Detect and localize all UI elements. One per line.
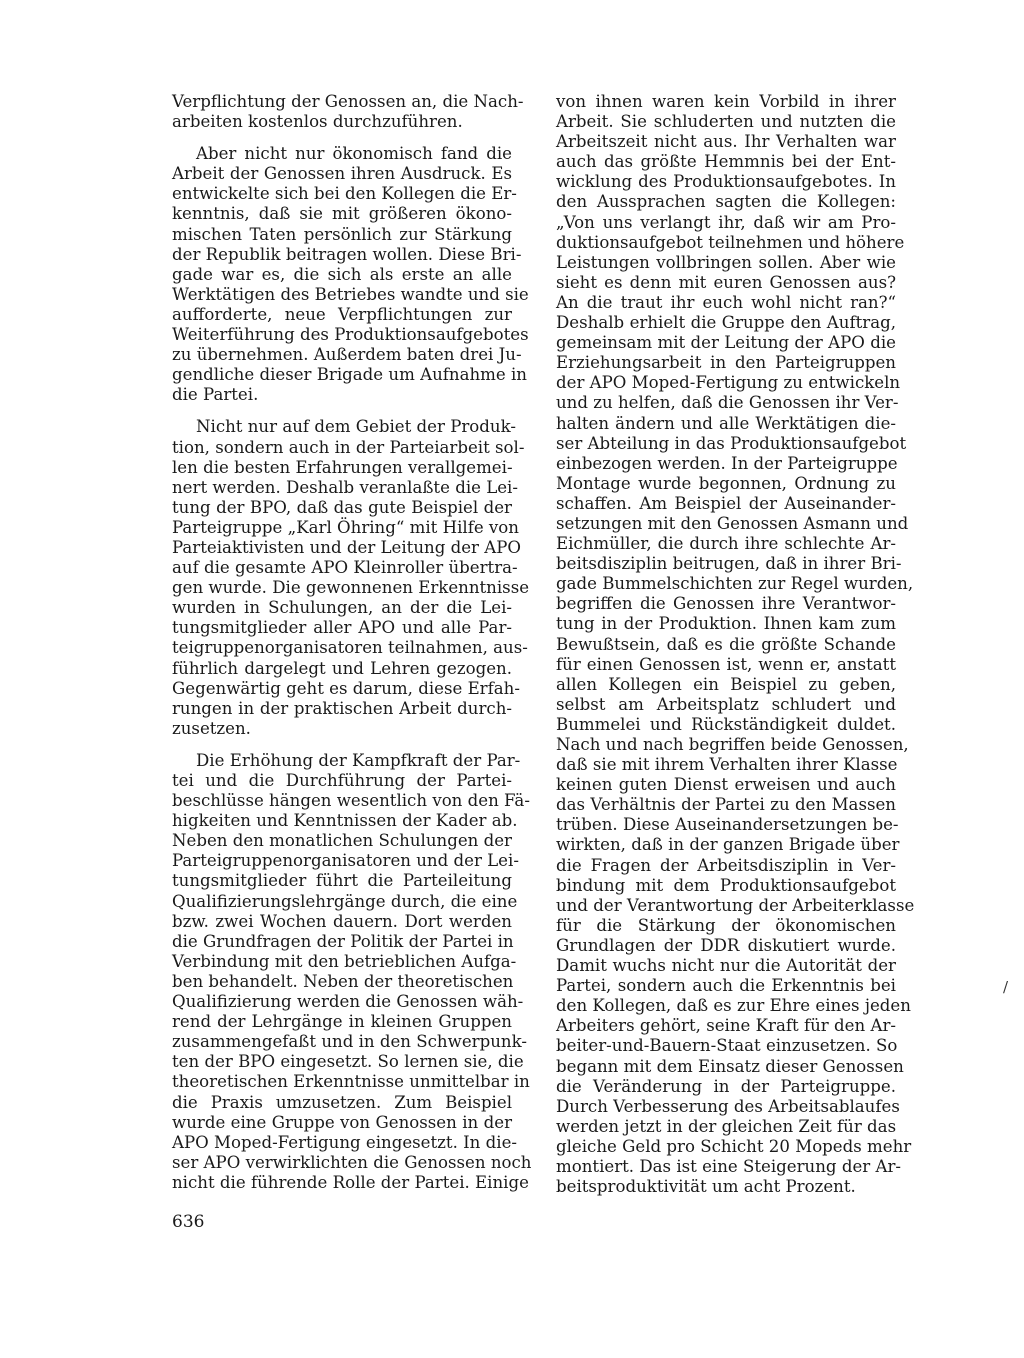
text-line: allen Kollegen ein Beispiel zu geben, bbox=[556, 674, 896, 694]
text-line: teigruppenorganisatoren teilnahmen, aus- bbox=[172, 638, 528, 658]
text-line: Nach und nach begriffen beide Genossen, bbox=[556, 735, 909, 754]
text-line: trüben. Diese Auseinandersetzungen be- bbox=[556, 815, 899, 835]
text-line: Grundlagen der DDR diskutiert wurde. bbox=[556, 935, 896, 955]
text-line: sieht es denn mit euren Genossen aus? bbox=[556, 272, 896, 292]
text-line: Arbeit der Genossen ihren Ausdruck. Es bbox=[172, 164, 512, 184]
text-line: einbezogen werden. In der Parteigruppe bbox=[556, 453, 898, 473]
text-line: zusetzen. bbox=[172, 718, 251, 738]
text-line: zu übernehmen. Außerdem baten drei Ju- bbox=[172, 345, 522, 365]
text-line: beiter-und-Bauern-Staat einzusetzen. So bbox=[556, 1036, 898, 1056]
text-line: wirkten, daß in der ganzen Brigade über bbox=[556, 835, 900, 855]
text-line: die Grundfragen der Politik der Partei in bbox=[172, 931, 514, 951]
text-line: bindung mit dem Produktionsaufgebot bbox=[556, 875, 896, 895]
text-line: beitsdisziplin beitrugen, daß in ihrer Bri- bbox=[556, 554, 902, 574]
text-line: werden jetzt in der gleichen Zeit für das bbox=[556, 1116, 897, 1136]
text-line: APO Moped-Fertigung eingesetzt. In die- bbox=[172, 1132, 518, 1152]
text-line: Montage wurde begonnen, Ordnung zu bbox=[556, 473, 896, 493]
text-line: rungen in der praktischen Arbeit durch- bbox=[172, 698, 512, 718]
text-line: Erziehungsarbeit in den Parteigruppen bbox=[556, 353, 896, 373]
text-line: auf die gesamte APO Kleinroller übertra- bbox=[172, 558, 518, 578]
text-line: tei und die Durchführung der Partei- bbox=[172, 771, 512, 790]
text-line: tungsmitglieder führt die Parteileitung bbox=[172, 871, 512, 891]
text-line: begann mit dem Einsatz dieser Genossen bbox=[556, 1056, 904, 1076]
text-line: tung der BPO, daß das gute Beispiel der bbox=[172, 497, 512, 517]
text-line: den Kollegen, daß es zur Ehre eines jeden bbox=[556, 996, 911, 1016]
text-line: die Praxis umzusetzen. Zum Beispiel bbox=[172, 1092, 512, 1112]
text-line: arbeiten kostenlos durchzuführen. bbox=[172, 112, 463, 132]
text-line: nicht die führende Rolle der Partei. Einige bbox=[172, 1172, 529, 1192]
text-line: führlich dargelegt und Lehren gezogen. bbox=[172, 658, 512, 678]
text-line: selbst am Arbeitsplatz schludert und bbox=[556, 694, 896, 714]
text-line: ser APO verwirklichten die Genossen noch bbox=[172, 1152, 532, 1172]
text-line: Verpflichtung der Genossen an, die Nach- bbox=[172, 92, 524, 111]
text-line: len die besten Erfahrungen verallgemei- bbox=[172, 457, 513, 477]
text-line: Aber nicht nur ökonomisch fand die bbox=[196, 144, 512, 164]
text-line: mischen Taten persönlich zur Stärkung bbox=[172, 224, 512, 244]
text-line: auch das größte Hemmnis bei der Ent- bbox=[556, 152, 896, 172]
text-line: daß sie mit ihrem Verhalten ihrer Klasse bbox=[556, 755, 898, 775]
text-line: wurden in Schulungen, an der die Lei- bbox=[172, 598, 512, 618]
paragraph-gap bbox=[172, 132, 512, 144]
text-line: ben behandelt. Neben der theoretischen bbox=[172, 971, 514, 991]
text-line: halten ändern und alle Werktätigen die- bbox=[556, 413, 896, 433]
text-line: Bummelei und Rückständigkeit duldet. bbox=[556, 714, 896, 734]
text-line: ten der BPO eingesetzt. So lernen sie, die bbox=[172, 1052, 524, 1072]
text-line: higkeiten und Kenntnissen der Kader ab. bbox=[172, 811, 518, 831]
text-line: theoretischen Erkenntnisse unmittelbar in bbox=[172, 1072, 530, 1092]
text-line: von ihnen waren kein Vorbild in ihrer bbox=[556, 92, 896, 111]
text-line: für einen Genossen ist, wenn er, anstatt bbox=[556, 654, 896, 674]
text-line: tion, sondern auch in der Parteiarbeit sol- bbox=[172, 437, 525, 457]
right-text-column bbox=[556, 92, 915, 1197]
text-line: tungsmitglieder aller APO und alle Par- bbox=[172, 618, 512, 638]
text-line: gendliche dieser Brigade um Aufnahme in bbox=[172, 365, 527, 385]
text-line: Arbeitszeit nicht aus. Ihr Verhalten war bbox=[556, 132, 896, 152]
text-line: setzungen mit den Genossen Asmann und bbox=[556, 513, 909, 533]
text-line: Parteiaktivisten und der Leitung der APO bbox=[172, 537, 522, 557]
text-line: Parteigruppe „Karl Öhring“ mit Hilfe von bbox=[172, 517, 519, 537]
text-line: die Veränderung in der Parteigruppe. bbox=[556, 1076, 896, 1096]
text-line: „Von uns verlangt ihr, daß wir am Pro- bbox=[556, 212, 896, 232]
text-line: Arbeiters gehört, seine Kraft für den Ar- bbox=[556, 1016, 896, 1036]
text-line: nert werden. Deshalb veranlaßte die Lei- bbox=[172, 477, 518, 497]
text-line: der Republik beitragen wollen. Diese Bri- bbox=[172, 244, 522, 264]
text-line: Leistungen vollbringen sollen. Aber wie bbox=[556, 252, 896, 272]
text-line: der APO Moped-Fertigung zu entwickeln bbox=[556, 373, 901, 393]
paragraph-gap bbox=[172, 405, 512, 417]
text-line: und zu helfen, daß die Genossen ihr Ver- bbox=[556, 393, 899, 413]
text-line: gen wurde. Die gewonnenen Erkenntnisse bbox=[172, 578, 530, 598]
paragraph-gap bbox=[172, 739, 512, 751]
text-line: keinen guten Dienst erweisen und auch bbox=[556, 775, 896, 795]
text-line: Partei, sondern auch die Erkenntnis bei bbox=[556, 976, 896, 996]
text-line: zusammengefaßt und in den Schwerpunk- bbox=[172, 1032, 527, 1052]
text-line: Weiterführung des Produktionsaufgebotes bbox=[172, 325, 529, 345]
text-line: und der Verantwortung der Arbeiterklasse bbox=[556, 895, 915, 915]
text-line: kenntnis, daß sie mit größeren ökono- bbox=[172, 204, 512, 224]
text-line: Gegenwärtig geht es darum, diese Erfah- bbox=[172, 678, 520, 698]
margin-mark: / bbox=[1003, 978, 1009, 996]
left-text-column bbox=[172, 92, 532, 1193]
text-line: Arbeit. Sie schluderten und nutzten die bbox=[556, 112, 896, 132]
text-line: Damit wuchs nicht nur die Autorität der bbox=[556, 956, 896, 976]
text-line: Deshalb erhielt die Gruppe den Auftrag, bbox=[556, 313, 896, 333]
text-line: Nicht nur auf dem Gebiet der Produk- bbox=[196, 417, 516, 437]
text-line: Neben den monatlichen Schulungen der bbox=[172, 831, 512, 851]
page-number: 636 bbox=[172, 1212, 205, 1232]
text-line: beschlüsse hängen wesentlich von den Fä- bbox=[172, 791, 530, 811]
text-line: für die Stärkung der ökonomischen bbox=[556, 915, 896, 935]
text-line: entwickelte sich bei den Kollegen die Er- bbox=[172, 184, 517, 204]
text-line: begriffen die Genossen ihre Verantwor- bbox=[556, 594, 896, 614]
text-line: Eichmüller, die durch ihre schlechte Ar- bbox=[556, 534, 896, 554]
text-line: Verbindung mit den betrieblichen Aufga- bbox=[172, 951, 517, 971]
text-line: die Partei. bbox=[172, 385, 259, 405]
text-line: rend der Lehrgänge in kleinen Gruppen bbox=[172, 1012, 512, 1032]
text-line: ser Abteilung in das Produktionsaufgebot bbox=[556, 433, 907, 453]
text-line: gemeinsam mit der Leitung der APO die bbox=[556, 333, 896, 353]
text-line: gleiche Geld pro Schicht 20 Mopeds mehr bbox=[556, 1136, 912, 1156]
text-line: bzw. zwei Wochen dauern. Dort werden bbox=[172, 911, 512, 931]
text-line: schaffen. Am Beispiel der Auseinander- bbox=[556, 493, 896, 513]
text-line: Parteigruppenorganisatoren und der Lei- bbox=[172, 851, 519, 871]
text-line: die Fragen der Arbeitsdisziplin in Ver- bbox=[556, 855, 896, 875]
text-line: beitsproduktivität um acht Prozent. bbox=[556, 1177, 856, 1197]
text-line: Qualifizierung werden die Genossen wäh- bbox=[172, 992, 524, 1012]
text-line: montiert. Das ist eine Steigerung der Ar- bbox=[556, 1156, 902, 1176]
text-line: duktionsaufgebot teilnehmen und höhere bbox=[556, 232, 905, 252]
text-line: das Verhältnis der Partei zu den Massen bbox=[556, 795, 896, 815]
text-line: aufforderte, neue Verpflichtungen zur bbox=[172, 304, 512, 324]
text-line: Werktätigen des Betriebes wandte und sie bbox=[172, 284, 529, 304]
text-line: Durch Verbesserung des Arbeitsablaufes bbox=[556, 1096, 900, 1116]
text-line: gade war es, die sich als erste an alle bbox=[172, 264, 512, 284]
text-line: wicklung des Produktionsaufgebotes. In bbox=[556, 172, 896, 192]
text-line: wurde eine Gruppe von Genossen in der bbox=[172, 1112, 512, 1132]
text-line: An die traut ihr euch wohl nicht ran?“ bbox=[556, 292, 896, 312]
text-line: Qualifizierungslehrgänge durch, die eine bbox=[172, 891, 518, 911]
text-line: den Aussprachen sagten die Kollegen: bbox=[556, 192, 896, 212]
text-line: gade Bummelschichten zur Regel wurden, bbox=[556, 574, 914, 594]
text-line: Die Erhöhung der Kampfkraft der Par- bbox=[196, 750, 521, 770]
text-line: Bewußtsein, daß es die größte Schande bbox=[556, 634, 896, 654]
text-line: tung in der Produktion. Ihnen kam zum bbox=[556, 614, 896, 634]
